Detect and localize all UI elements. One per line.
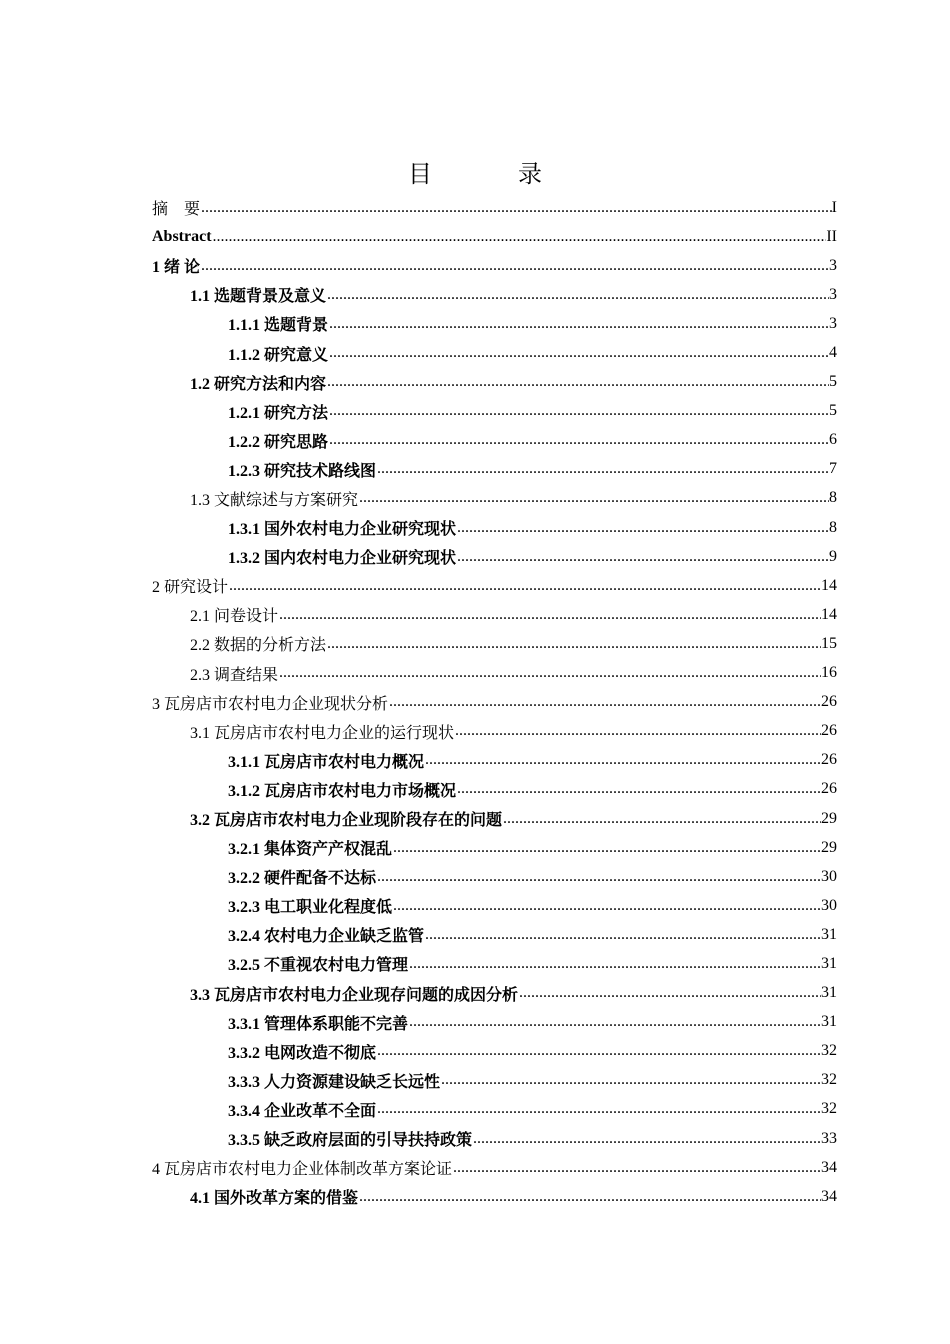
toc-entry[interactable]: [152, 309, 837, 338]
toc-leader-dots: [229, 577, 821, 595]
toc-entry-page-number: 14: [821, 576, 837, 594]
toc-entry[interactable]: [152, 251, 837, 280]
toc-entry-page-number: 30: [821, 896, 837, 914]
toc-leader-dots: [201, 257, 829, 275]
toc-entry[interactable]: [152, 1182, 837, 1211]
toc-leader-dots: [519, 984, 821, 1002]
toc-entry[interactable]: [152, 717, 837, 746]
toc-leader-dots: [409, 1013, 821, 1031]
toc-entry-label: 4 瓦房店市农村电力企业体制改革方案论证: [152, 1161, 453, 1179]
toc-entry[interactable]: [152, 862, 837, 891]
toc-leader-dots: [329, 402, 829, 420]
toc-entry[interactable]: [152, 1124, 837, 1153]
toc-entry-label: 1.2.1 研究方法: [228, 404, 329, 422]
toc-entry-label: 3.3.1 管理体系职能不完善: [228, 1015, 409, 1033]
toc-entry-page-number: 34: [821, 1187, 837, 1205]
toc-entry[interactable]: [152, 949, 837, 978]
toc-entry[interactable]: [152, 397, 837, 426]
toc-leader-dots: [377, 460, 829, 478]
toc-entry-label: 1.3.2 国内农村电力企业研究现状: [228, 550, 457, 568]
toc-leader-dots: [359, 1188, 821, 1206]
toc-entry[interactable]: [152, 484, 837, 513]
toc-entry[interactable]: [152, 1066, 837, 1095]
toc-entry-page-number: 31: [821, 925, 837, 943]
toc-entry[interactable]: [152, 222, 837, 251]
toc-entry[interactable]: [152, 1095, 837, 1124]
toc-entry-label: 1.2.3 研究技术路线图: [228, 462, 377, 480]
toc-leader-dots: [455, 722, 821, 740]
toc-leader-dots: [327, 286, 829, 304]
toc-leader-dots: [441, 1071, 821, 1089]
toc-entry-label: 3.1 瓦房店市农村电力企业的运行现状: [190, 724, 455, 742]
toc-entry-label: 3.2.5 不重视农村电力管理: [228, 957, 409, 975]
toc-entry[interactable]: [152, 1008, 837, 1037]
toc-leader-dots: [453, 1159, 821, 1177]
toc-entry-page-number: 31: [821, 954, 837, 972]
toc-entry-page-number: 15: [821, 634, 837, 652]
toc-entry-label: 1.3.1 国外农村电力企业研究现状: [228, 521, 457, 539]
toc-entry[interactable]: [152, 338, 837, 367]
toc-entry-label: 1.1 选题背景及意义: [190, 288, 327, 306]
toc-entry-page-number: 5: [829, 402, 837, 420]
toc-entry[interactable]: [152, 571, 837, 600]
toc-entry-page-number: 29: [821, 838, 837, 856]
toc-entry-label: 1.3 文献综述与方案研究: [190, 491, 359, 509]
toc-entry-page-number: 29: [821, 809, 837, 827]
toc-entry-label: 摘 要: [152, 201, 201, 219]
toc-leader-dots: [201, 199, 832, 217]
toc-entry-label: Abstract: [152, 227, 212, 245]
toc-entry[interactable]: [152, 833, 837, 862]
toc-leader-dots: [377, 1100, 821, 1118]
toc-entry[interactable]: [152, 455, 837, 484]
toc-leader-dots: [327, 373, 829, 391]
toc-entry-page-number: 3: [829, 285, 837, 303]
toc-leader-dots: [213, 228, 827, 246]
toc-entry[interactable]: [152, 513, 837, 542]
toc-leader-dots: [457, 780, 821, 798]
toc-leader-dots: [329, 315, 829, 333]
toc-entry[interactable]: [152, 891, 837, 920]
toc-entry-page-number: 3: [829, 256, 837, 274]
toc-entry-page-number: 32: [821, 1071, 837, 1089]
toc-entry[interactable]: [152, 193, 837, 222]
toc-entry-label: 3.3.3 人力资源建设缺乏长远性: [228, 1073, 441, 1091]
toc-leader-dots: [377, 868, 821, 886]
toc-entry-label: 3 瓦房店市农村电力企业现状分析: [152, 695, 389, 713]
toc-entry-label: 1.2.2 研究思路: [228, 433, 329, 451]
toc-entry-label: 3.3.4 企业改革不全面: [228, 1102, 377, 1120]
toc-leader-dots: [377, 1042, 821, 1060]
toc-entry[interactable]: [152, 775, 837, 804]
toc-entry-label: 3.3.2 电网改造不彻底: [228, 1044, 377, 1062]
toc-entry-page-number: 26: [821, 722, 837, 740]
toc-entry-page-number: 5: [829, 373, 837, 391]
toc-entry-page-number: 9: [829, 547, 837, 565]
toc-entry-label: 4.1 国外改革方案的借鉴: [190, 1190, 359, 1208]
toc-entry[interactable]: [152, 920, 837, 949]
toc-entry-label: 2.2 数据的分析方法: [190, 637, 327, 655]
page-title: 目 录: [408, 162, 582, 188]
toc-entry[interactable]: [152, 1037, 837, 1066]
toc-leader-dots: [409, 955, 821, 973]
toc-entry-label: 3.2.3 电工职业化程度低: [228, 899, 393, 917]
toc-entry-label: 3.3 瓦房店市农村电力企业现存问题的成因分析: [190, 986, 519, 1004]
toc-entry-page-number: 30: [821, 867, 837, 885]
toc-entry[interactable]: [152, 629, 837, 658]
toc-entry-label: 3.1.1 瓦房店市农村电力概况: [228, 753, 425, 771]
toc-entry-label: 3.3.5 缺乏政府层面的引导扶持政策: [228, 1132, 473, 1150]
toc-entry-label: 1.2 研究方法和内容: [190, 375, 327, 393]
toc-entry[interactable]: [152, 426, 837, 455]
toc-entry-page-number: 26: [821, 780, 837, 798]
table-of-contents: [152, 193, 837, 1211]
toc-entry-page-number: 16: [821, 664, 837, 682]
toc-leader-dots: [279, 606, 821, 624]
toc-entry-label: 1 绪 论: [152, 259, 201, 277]
toc-entry[interactable]: [152, 368, 837, 397]
toc-leader-dots: [329, 344, 829, 362]
toc-entry-page-number: 32: [821, 1042, 837, 1060]
toc-leader-dots: [327, 635, 821, 653]
toc-entry-page-number: 31: [821, 1013, 837, 1031]
toc-entry[interactable]: [152, 746, 837, 775]
toc-entry[interactable]: [152, 600, 837, 629]
toc-entry-page-number: 6: [829, 431, 837, 449]
toc-entry[interactable]: [152, 804, 837, 833]
toc-leader-dots: [359, 489, 829, 507]
toc-entry-label: 3.1.2 瓦房店市农村电力市场概况: [228, 782, 457, 800]
toc-entry-label: 2 研究设计: [152, 579, 229, 597]
toc-leader-dots: [329, 431, 829, 449]
toc-entry[interactable]: [152, 280, 837, 309]
toc-leader-dots: [393, 839, 821, 857]
toc-leader-dots: [425, 926, 821, 944]
toc-entry[interactable]: [152, 688, 837, 717]
toc-entry[interactable]: [152, 979, 837, 1008]
toc-leader-dots: [473, 1130, 821, 1148]
toc-entry-page-number: 26: [821, 751, 837, 769]
toc-entry-page-number: I: [831, 198, 837, 216]
toc-entry-label: 2.3 调查结果: [190, 666, 279, 684]
toc-entry-page-number: 7: [829, 460, 837, 478]
toc-entry-page-number: 32: [821, 1100, 837, 1118]
toc-entry-page-number: 34: [821, 1158, 837, 1176]
toc-entry-page-number: 8: [829, 518, 837, 536]
toc-entry-label: 3.2.2 硬件配备不达标: [228, 870, 377, 888]
toc-entry-page-number: II: [826, 227, 837, 245]
toc-entry-label: 3.2 瓦房店市农村电力企业现阶段存在的问题: [190, 812, 503, 830]
toc-entry[interactable]: [152, 1153, 837, 1182]
toc-leader-dots: [279, 664, 821, 682]
toc-entry-label: 2.1 问卷设计: [190, 608, 279, 626]
toc-entry-label: 3.2.1 集体资产产权混乱: [228, 841, 393, 859]
toc-entry-page-number: 8: [829, 489, 837, 507]
toc-entry-page-number: 4: [829, 344, 837, 362]
toc-entry-page-number: 33: [821, 1129, 837, 1147]
toc-entry[interactable]: [152, 542, 837, 571]
toc-leader-dots: [425, 751, 821, 769]
toc-entry-label: 1.1.1 选题背景: [228, 317, 329, 335]
toc-entry-page-number: 3: [829, 314, 837, 332]
toc-leader-dots: [503, 810, 821, 828]
toc-entry-label: 1.1.2 研究意义: [228, 346, 329, 364]
toc-entry-page-number: 26: [821, 693, 837, 711]
toc-entry-page-number: 14: [821, 605, 837, 623]
toc-entry-page-number: 31: [821, 984, 837, 1002]
toc-entry[interactable]: [152, 659, 837, 688]
toc-entry-label: 3.2.4 农村电力企业缺乏监管: [228, 928, 425, 946]
toc-leader-dots: [457, 548, 829, 566]
toc-leader-dots: [389, 693, 821, 711]
toc-leader-dots: [393, 897, 821, 915]
toc-leader-dots: [457, 519, 829, 537]
